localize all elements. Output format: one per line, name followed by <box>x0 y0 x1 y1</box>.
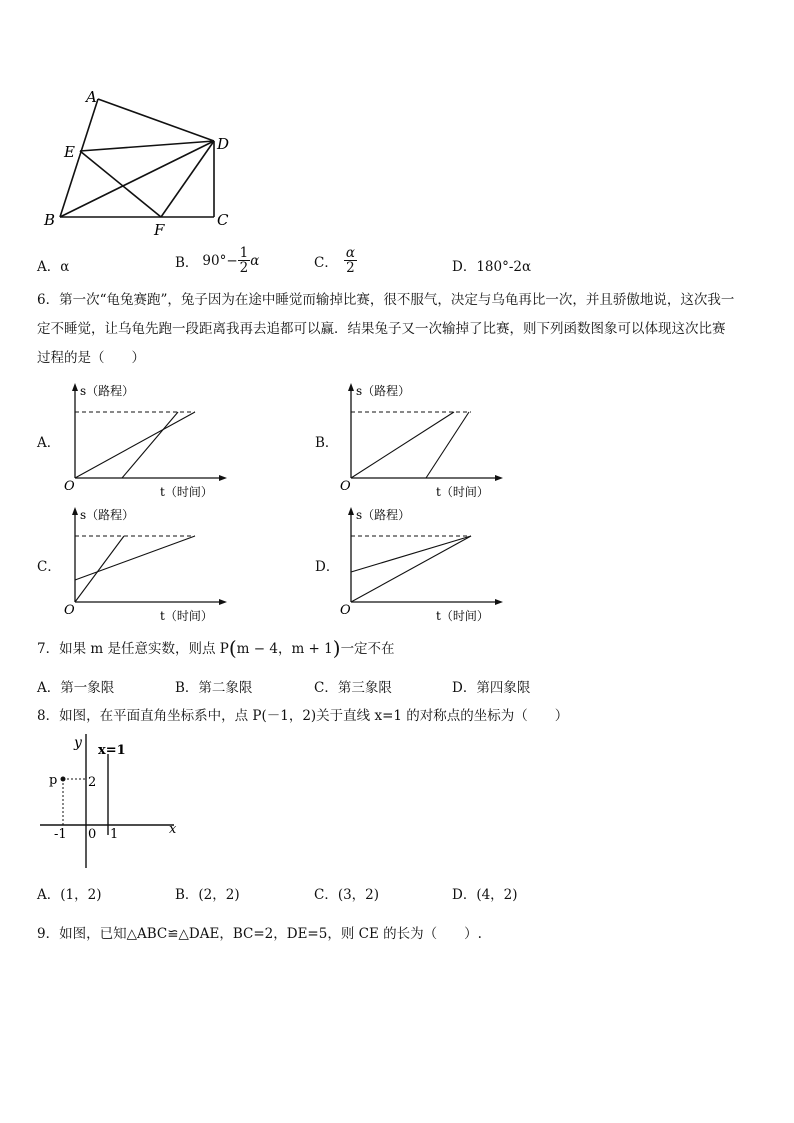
q6-stem-line-1: 6．第一次“龟兔赛跑”，兔子因为在途中睡觉而输掉比赛，很不服气，决定与乌龟再比一次，并且骄傲地说，这次我一 <box>37 292 735 308</box>
q8-option-c[interactable]: C．(3，2) <box>314 887 380 903</box>
y-axis-arrow <box>348 383 354 391</box>
x-label: x <box>169 822 177 837</box>
label-f: F <box>154 221 165 239</box>
y-axis-label: s（路程） <box>356 508 411 522</box>
q6-stem-line-2: 定不睡觉，让乌龟先跑一段距离我再去追都可以赢．结果兔子又一次输掉了比赛，则下列函数图象可以体现这次比赛 <box>37 321 726 337</box>
y-axis-arrow <box>72 383 78 391</box>
q7-stem-suffix: 一定不在 <box>340 641 395 657</box>
q5-option-d[interactable] <box>452 255 531 275</box>
q7-stem-prefix: 7．如果 m 是任意实数，则点 P <box>37 641 229 657</box>
x-axis-label: t（时间） <box>436 609 489 623</box>
q6-graph-b <box>334 380 504 500</box>
q6-option-a[interactable]: A． <box>37 435 61 451</box>
q7-point: m − 4，m + 1 <box>236 641 333 657</box>
x-axis-arrow <box>495 599 503 605</box>
point-p <box>61 777 66 782</box>
q5-option-b[interactable] <box>175 246 259 275</box>
origin-label: O <box>340 603 351 618</box>
option-letter: B． <box>175 254 199 271</box>
q8-option-d[interactable]: D．(4，2) <box>452 887 518 903</box>
fraction-numerator: 1 <box>239 245 249 261</box>
rabbit-line <box>75 536 124 602</box>
line-label: x=1 <box>98 743 126 758</box>
y-axis-arrow <box>348 507 354 515</box>
q8-option-a[interactable]: A．(1，2) <box>37 887 102 903</box>
close-paren: ) <box>332 636 341 660</box>
x-axis-label: t（时间） <box>160 609 213 623</box>
segment-ef <box>80 151 161 217</box>
x-axis-label: t（时间） <box>160 485 213 499</box>
label-a: A <box>86 88 97 106</box>
rabbit-line <box>426 412 469 478</box>
option-letter: C． <box>314 254 338 271</box>
q5-option-a[interactable] <box>37 255 69 275</box>
origin-label: 0 <box>88 827 97 842</box>
tortoise-line <box>75 412 195 478</box>
q7-option-a[interactable]: A．第一象限 <box>37 680 115 696</box>
label-d: D <box>217 135 230 153</box>
q6-graph-d <box>334 504 504 624</box>
rabbit-line <box>351 536 471 602</box>
segment-ed <box>80 141 214 151</box>
fraction-numerator: α <box>345 245 355 261</box>
y-axis-arrow <box>72 507 78 515</box>
q5-geometry-figure <box>30 80 245 240</box>
segment-ad <box>98 99 214 141</box>
q6-graph-c <box>58 504 228 624</box>
fraction-denominator: 2 <box>239 260 249 276</box>
tortoise-line <box>351 536 471 572</box>
fraction <box>344 246 357 275</box>
tortoise-line <box>351 412 454 478</box>
fraction <box>238 246 251 275</box>
q6-option-b[interactable]: B． <box>315 435 339 451</box>
q7-option-d[interactable]: D．第四象限 <box>452 680 531 696</box>
q6-option-d[interactable]: D． <box>315 559 340 575</box>
option-text: 180°-2α <box>476 259 532 275</box>
q6-graph-a <box>58 380 228 500</box>
segment-bd <box>60 141 214 217</box>
p-label: p <box>49 773 58 788</box>
x-axis-arrow <box>219 599 227 605</box>
q6-stem-line-3: 过程的是（ ） <box>37 350 145 366</box>
q6-option-c[interactable]: C． <box>37 559 61 575</box>
q7-stem <box>37 638 395 659</box>
tick-2-label: 2 <box>88 775 97 790</box>
origin-label: O <box>64 603 75 618</box>
y-label: y <box>74 735 82 751</box>
option-letter: A． <box>37 259 61 275</box>
q9-stem: 9．如图，已知△ABC≌△DAE，BC=2，DE=5，则 CE 的长为（ ）. <box>37 926 482 942</box>
tortoise-line <box>75 536 195 580</box>
q8-coordinate-figure <box>36 732 186 872</box>
q7-option-c[interactable]: C．第三象限 <box>314 680 392 696</box>
q5-option-c[interactable] <box>314 246 357 275</box>
tick-neg1-label: -1 <box>54 827 67 842</box>
fraction-denominator: 2 <box>346 260 355 276</box>
label-c: C <box>217 211 229 229</box>
option-letter: D． <box>452 259 477 275</box>
y-axis-label: s（路程） <box>80 384 135 398</box>
y-axis-label: s（路程） <box>356 384 411 398</box>
q8-option-b[interactable]: B．(2，2) <box>175 887 240 903</box>
y-axis-label: s（路程） <box>80 508 135 522</box>
option-text: 90°− <box>202 252 238 269</box>
label-b: B <box>44 211 56 229</box>
open-paren: ( <box>228 636 237 660</box>
q8-stem: 8．如图，在平面直角坐标系中，点 P(－1，2)关于直线 x=1 的对称点的坐标为（ ） <box>37 708 569 724</box>
segment-fd <box>161 141 214 217</box>
origin-label: O <box>340 479 351 494</box>
q7-option-b[interactable]: B．第二象限 <box>175 680 253 696</box>
x-axis-label: t（时间） <box>436 485 489 499</box>
rabbit-line <box>122 412 178 478</box>
tick-1-label: 1 <box>110 827 119 842</box>
option-tail: α <box>250 252 260 269</box>
origin-label: O <box>64 479 75 494</box>
x-axis-arrow <box>495 475 503 481</box>
option-text: α <box>60 259 70 275</box>
x-axis-arrow <box>219 475 227 481</box>
label-e: E <box>64 143 75 161</box>
